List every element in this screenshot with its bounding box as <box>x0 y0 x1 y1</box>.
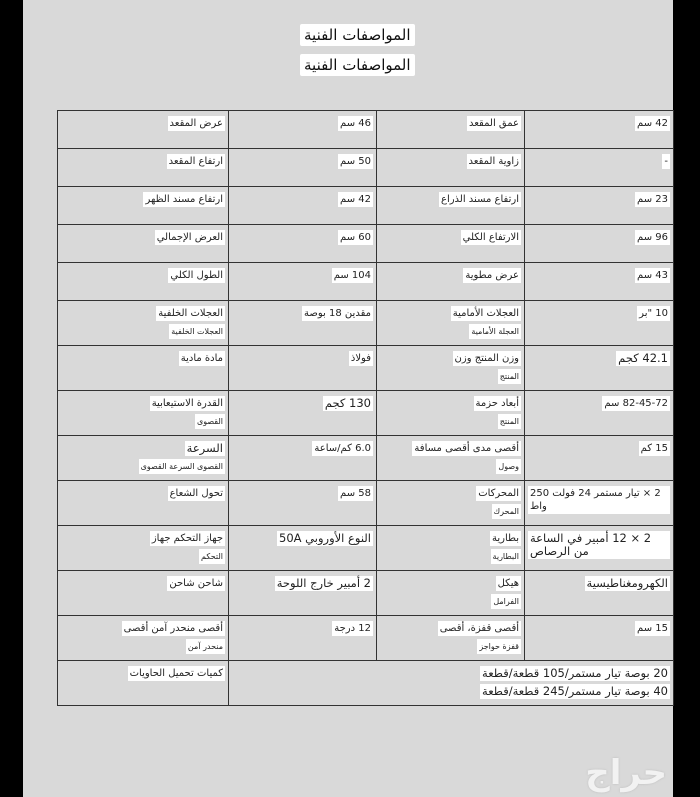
spec-label-text: زاوية المقعد <box>468 156 519 167</box>
spec-label-text: المنتج <box>498 369 521 384</box>
spec-label-cell <box>58 391 229 436</box>
spec-label-text: عمق المقعد <box>468 118 519 129</box>
spec-value-text: 20 بوصة تيار مستمر/105 قطعة/قطعة <box>482 666 668 680</box>
table-row <box>58 616 674 661</box>
spec-value-cell <box>229 346 377 391</box>
page-title: المواصفات الفنية <box>300 24 415 46</box>
spec-label-text: جهاز التحكم جهاز <box>151 533 223 544</box>
spec-label-cell <box>58 263 229 301</box>
spec-label-cell <box>377 391 525 436</box>
spec-label-cell <box>58 225 229 263</box>
spec-label-text: القدرة الاستيعابية <box>151 398 223 409</box>
spec-value-text: النوع الأوروبي 50A <box>279 531 371 545</box>
spec-value-cell <box>525 149 674 187</box>
spec-value-text: 46 سم <box>340 118 371 129</box>
spec-value-cell <box>229 616 377 661</box>
spec-value-cell <box>525 616 674 661</box>
spec-label-text: المنتج <box>498 414 521 429</box>
spec-value-cell <box>229 263 377 301</box>
spec-label-cell <box>377 225 525 263</box>
spec-value-text: 43 سم <box>637 270 668 281</box>
table-row <box>58 225 674 263</box>
spec-label-text: عرض مطوية <box>465 270 519 281</box>
spec-label-text: العجلات الخلفية <box>158 308 223 319</box>
haraj-watermark-logo: حراج <box>585 753 667 793</box>
table-row <box>58 571 674 616</box>
table-row <box>58 436 674 481</box>
spec-value-cell <box>525 301 674 346</box>
spec-label-text: الفرامل <box>491 594 521 609</box>
table-row <box>58 263 674 301</box>
spec-value-cell <box>229 111 377 149</box>
spec-label-text: العجلة الأمامية <box>469 324 521 339</box>
spec-value-text: مقدين 18 بوصة <box>304 308 371 319</box>
table-row <box>58 149 674 187</box>
spec-label-text: ارتفاع مسند الظهر <box>145 194 223 205</box>
spec-label-text: أقصى مدى أقصى مسافة <box>414 443 519 454</box>
spec-value-cell <box>229 225 377 263</box>
specs-table <box>57 110 674 706</box>
spec-value-text: 50 سم <box>340 156 371 167</box>
spec-label-cell <box>58 436 229 481</box>
spec-value-cell <box>525 263 674 301</box>
spec-value-cell <box>229 391 377 436</box>
spec-label-text: القصوى السرعة القصوى <box>139 459 225 474</box>
spec-value-cell <box>525 571 674 616</box>
spec-label-text: الطول الكلي <box>170 270 223 281</box>
table-row <box>58 391 674 436</box>
spec-label-text: البطارية <box>491 549 521 564</box>
spec-label-text: مادة مادية <box>180 353 223 364</box>
spec-value-cell <box>229 571 377 616</box>
spec-label-cell <box>377 481 525 526</box>
spec-value-text: 60 سم <box>340 232 371 243</box>
spec-label-cell <box>58 571 229 616</box>
spec-value-cell <box>525 225 674 263</box>
spec-label-text: شاحن شاحن <box>169 578 223 589</box>
spec-label-cell <box>377 263 525 301</box>
spec-value-text: 82-45-72 سم <box>604 398 668 409</box>
spec-label-text: ارتفاع مسند الذراع <box>440 194 519 205</box>
table-row <box>58 346 674 391</box>
spec-value-cell <box>525 436 674 481</box>
table-row <box>58 526 674 571</box>
spec-label-cell <box>58 187 229 225</box>
spec-value-text: 104 سم <box>333 270 371 281</box>
spec-value-text: 40 بوصة تيار مستمر/245 قطعة/قطعة <box>482 684 668 698</box>
spec-label-cell <box>377 346 525 391</box>
spec-label-text: أبعاد حزمة <box>475 398 519 409</box>
spec-value-cell <box>229 661 674 706</box>
spec-value-text: 12 درجة <box>334 623 371 634</box>
spec-label-cell <box>377 149 525 187</box>
table-row <box>58 111 674 149</box>
spec-value-text: 42.1 كجم <box>618 351 668 365</box>
spec-value-cell <box>229 301 377 346</box>
spec-label-text: أقصى منحدر آمن أقصى <box>123 623 223 634</box>
spec-value-cell <box>525 187 674 225</box>
spec-value-text: 2 أمبير خارج اللوحة <box>276 576 371 590</box>
spec-label-text: القصوى <box>195 414 225 429</box>
spec-label-cell <box>377 111 525 149</box>
spec-label-text: تحول الشعاع <box>169 488 223 499</box>
spec-value-text: الكهرومغناطيسية <box>586 576 668 590</box>
spec-label-text: وزن المنتج وزن <box>454 353 519 364</box>
page-subtitle: المواصفات الفنية <box>300 54 415 76</box>
spec-label-cell <box>377 436 525 481</box>
table-row <box>58 301 674 346</box>
spec-label-cell <box>377 616 525 661</box>
spec-label-text: ارتفاع المقعد <box>168 156 223 167</box>
spec-label-cell <box>58 616 229 661</box>
spec-label-cell <box>58 526 229 571</box>
spec-value-text: 15 سم <box>637 623 668 634</box>
spec-label-text: أقصى قفزة، أقصى <box>439 623 519 634</box>
spec-value-text: - <box>664 156 668 167</box>
spec-label-text: منحدر آمن <box>186 639 225 654</box>
spec-label-cell <box>377 187 525 225</box>
spec-label-cell <box>58 149 229 187</box>
spec-value-cell <box>525 391 674 436</box>
spec-value-cell <box>525 111 674 149</box>
spec-label-cell <box>58 111 229 149</box>
spec-label-cell <box>58 481 229 526</box>
spec-value-cell <box>525 526 674 571</box>
spec-value-cell <box>229 187 377 225</box>
spec-label-cell <box>58 346 229 391</box>
spec-label-text: قفزة حواجز <box>477 639 521 654</box>
spec-label-text: المحركات <box>478 488 519 499</box>
spec-value-cell <box>229 481 377 526</box>
spec-label-text: العرض الإجمالي <box>156 232 223 243</box>
spec-label-text: السرعة <box>186 441 223 455</box>
spec-value-cell <box>229 149 377 187</box>
spec-label-cell <box>58 301 229 346</box>
spec-value-text: 2 × 12 أمبير في الساعة من الرصاص <box>528 531 670 559</box>
spec-label-text: المحرك <box>492 504 521 519</box>
spec-label-text: بطارية <box>491 533 519 544</box>
table-row <box>58 661 674 706</box>
spec-label-cell <box>377 571 525 616</box>
spec-label-cell <box>377 526 525 571</box>
spec-value-text: فولاذ <box>350 353 371 364</box>
spec-value-text: 42 سم <box>340 194 371 205</box>
spec-value-text: 58 سم <box>340 488 371 499</box>
spec-label-text: العجلات الأمامية <box>452 308 519 319</box>
spec-value-text: 2 × تيار مستمر 24 فولت 250 واط <box>528 486 670 514</box>
spec-value-cell <box>525 481 674 526</box>
spec-label-text: الارتفاع الكلي <box>462 232 519 243</box>
spec-value-text: 23 سم <box>637 194 668 205</box>
document-page <box>23 0 673 797</box>
spec-label-text: وصول <box>496 459 521 474</box>
spec-value-cell <box>229 526 377 571</box>
spec-value-text: 42 سم <box>637 118 668 129</box>
spec-label-text: عرض المقعد <box>169 118 223 129</box>
spec-value-cell <box>229 436 377 481</box>
spec-label-cell <box>58 661 229 706</box>
table-row <box>58 187 674 225</box>
spec-value-text: 96 سم <box>637 232 668 243</box>
spec-value-text: 6.0 كم/ساعة <box>314 443 371 454</box>
table-row <box>58 481 674 526</box>
spec-value-text: 130 كجم <box>324 396 371 410</box>
spec-value-text: 15 كم <box>640 443 668 454</box>
spec-label-text: هيكل <box>497 578 519 589</box>
spec-label-text: التحكم <box>199 549 225 564</box>
spec-value-text: 10 "بر <box>639 308 668 319</box>
spec-value-cell <box>525 346 674 391</box>
spec-label-cell <box>377 301 525 346</box>
spec-label-text: العجلات الخلفية <box>169 324 225 339</box>
spec-label-text: كميات تحميل الحاويات <box>129 668 223 679</box>
